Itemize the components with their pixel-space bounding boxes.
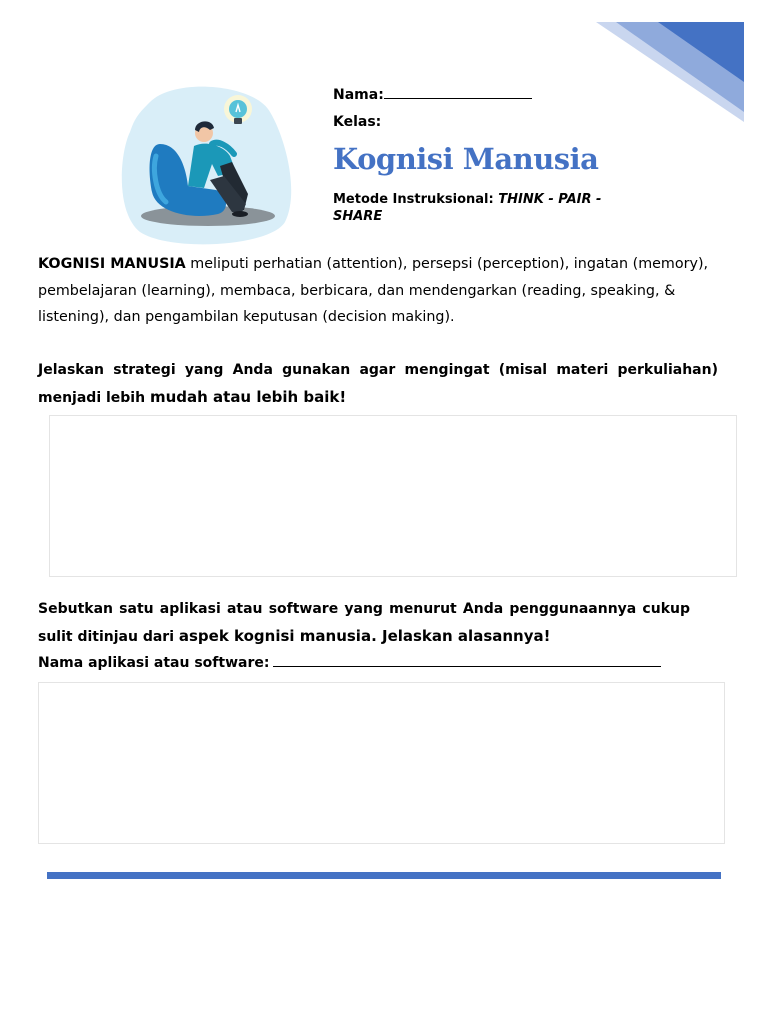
kelas-field [333,113,633,131]
question-1-text: Jelaskan strategi yang Anda gunakan agar mengingat (misal materi perkuliahan) menjadi lebih [38,362,718,406]
kelas-label: Kelas: [333,114,382,130]
instruction-method [333,191,603,225]
question-2-text: Sebutkan satu aplikasi atau software yang menurut Anda penggunaannya cukup sulit ditinjau dari [38,601,690,645]
person-thinking-lightbulb-icon [120,82,300,250]
answer-box-2[interactable] [38,682,725,844]
method-label: Metode Instruksional: [333,192,499,207]
intro-paragraph [38,251,728,331]
footer-divider [47,872,721,879]
question-2-emphasis: aspek kognisi manusia. Jelaskan alasannya! [178,626,551,645]
nama-blank-line[interactable] [384,86,532,99]
page-title: Kognisi Manusia [333,142,599,176]
intro-text: meliputi perhatian (attention), persepsi (perception), ingatan (memory), pembelajaran (learning), membaca, berbicara, dan mendengarkan (reading, speaking, & listening), dan pengambilan keputusan (decision making). [38,256,709,325]
app-name-field [38,652,678,673]
nama-field [333,86,633,104]
worksheet-header [333,86,633,225]
intro-term: KOGNISI MANUSIA [38,256,186,272]
question-1-emphasis: mudah atau lebih baik! [149,387,347,406]
answer-box-1[interactable] [49,415,737,577]
app-name-label: Nama aplikasi atau software: [38,655,270,671]
nama-label: Nama: [333,87,384,103]
question-1 [38,357,718,411]
question-2 [38,596,690,650]
app-name-blank-line[interactable] [273,652,661,667]
method-value: THINK - PAIR - SHARE [333,192,602,224]
